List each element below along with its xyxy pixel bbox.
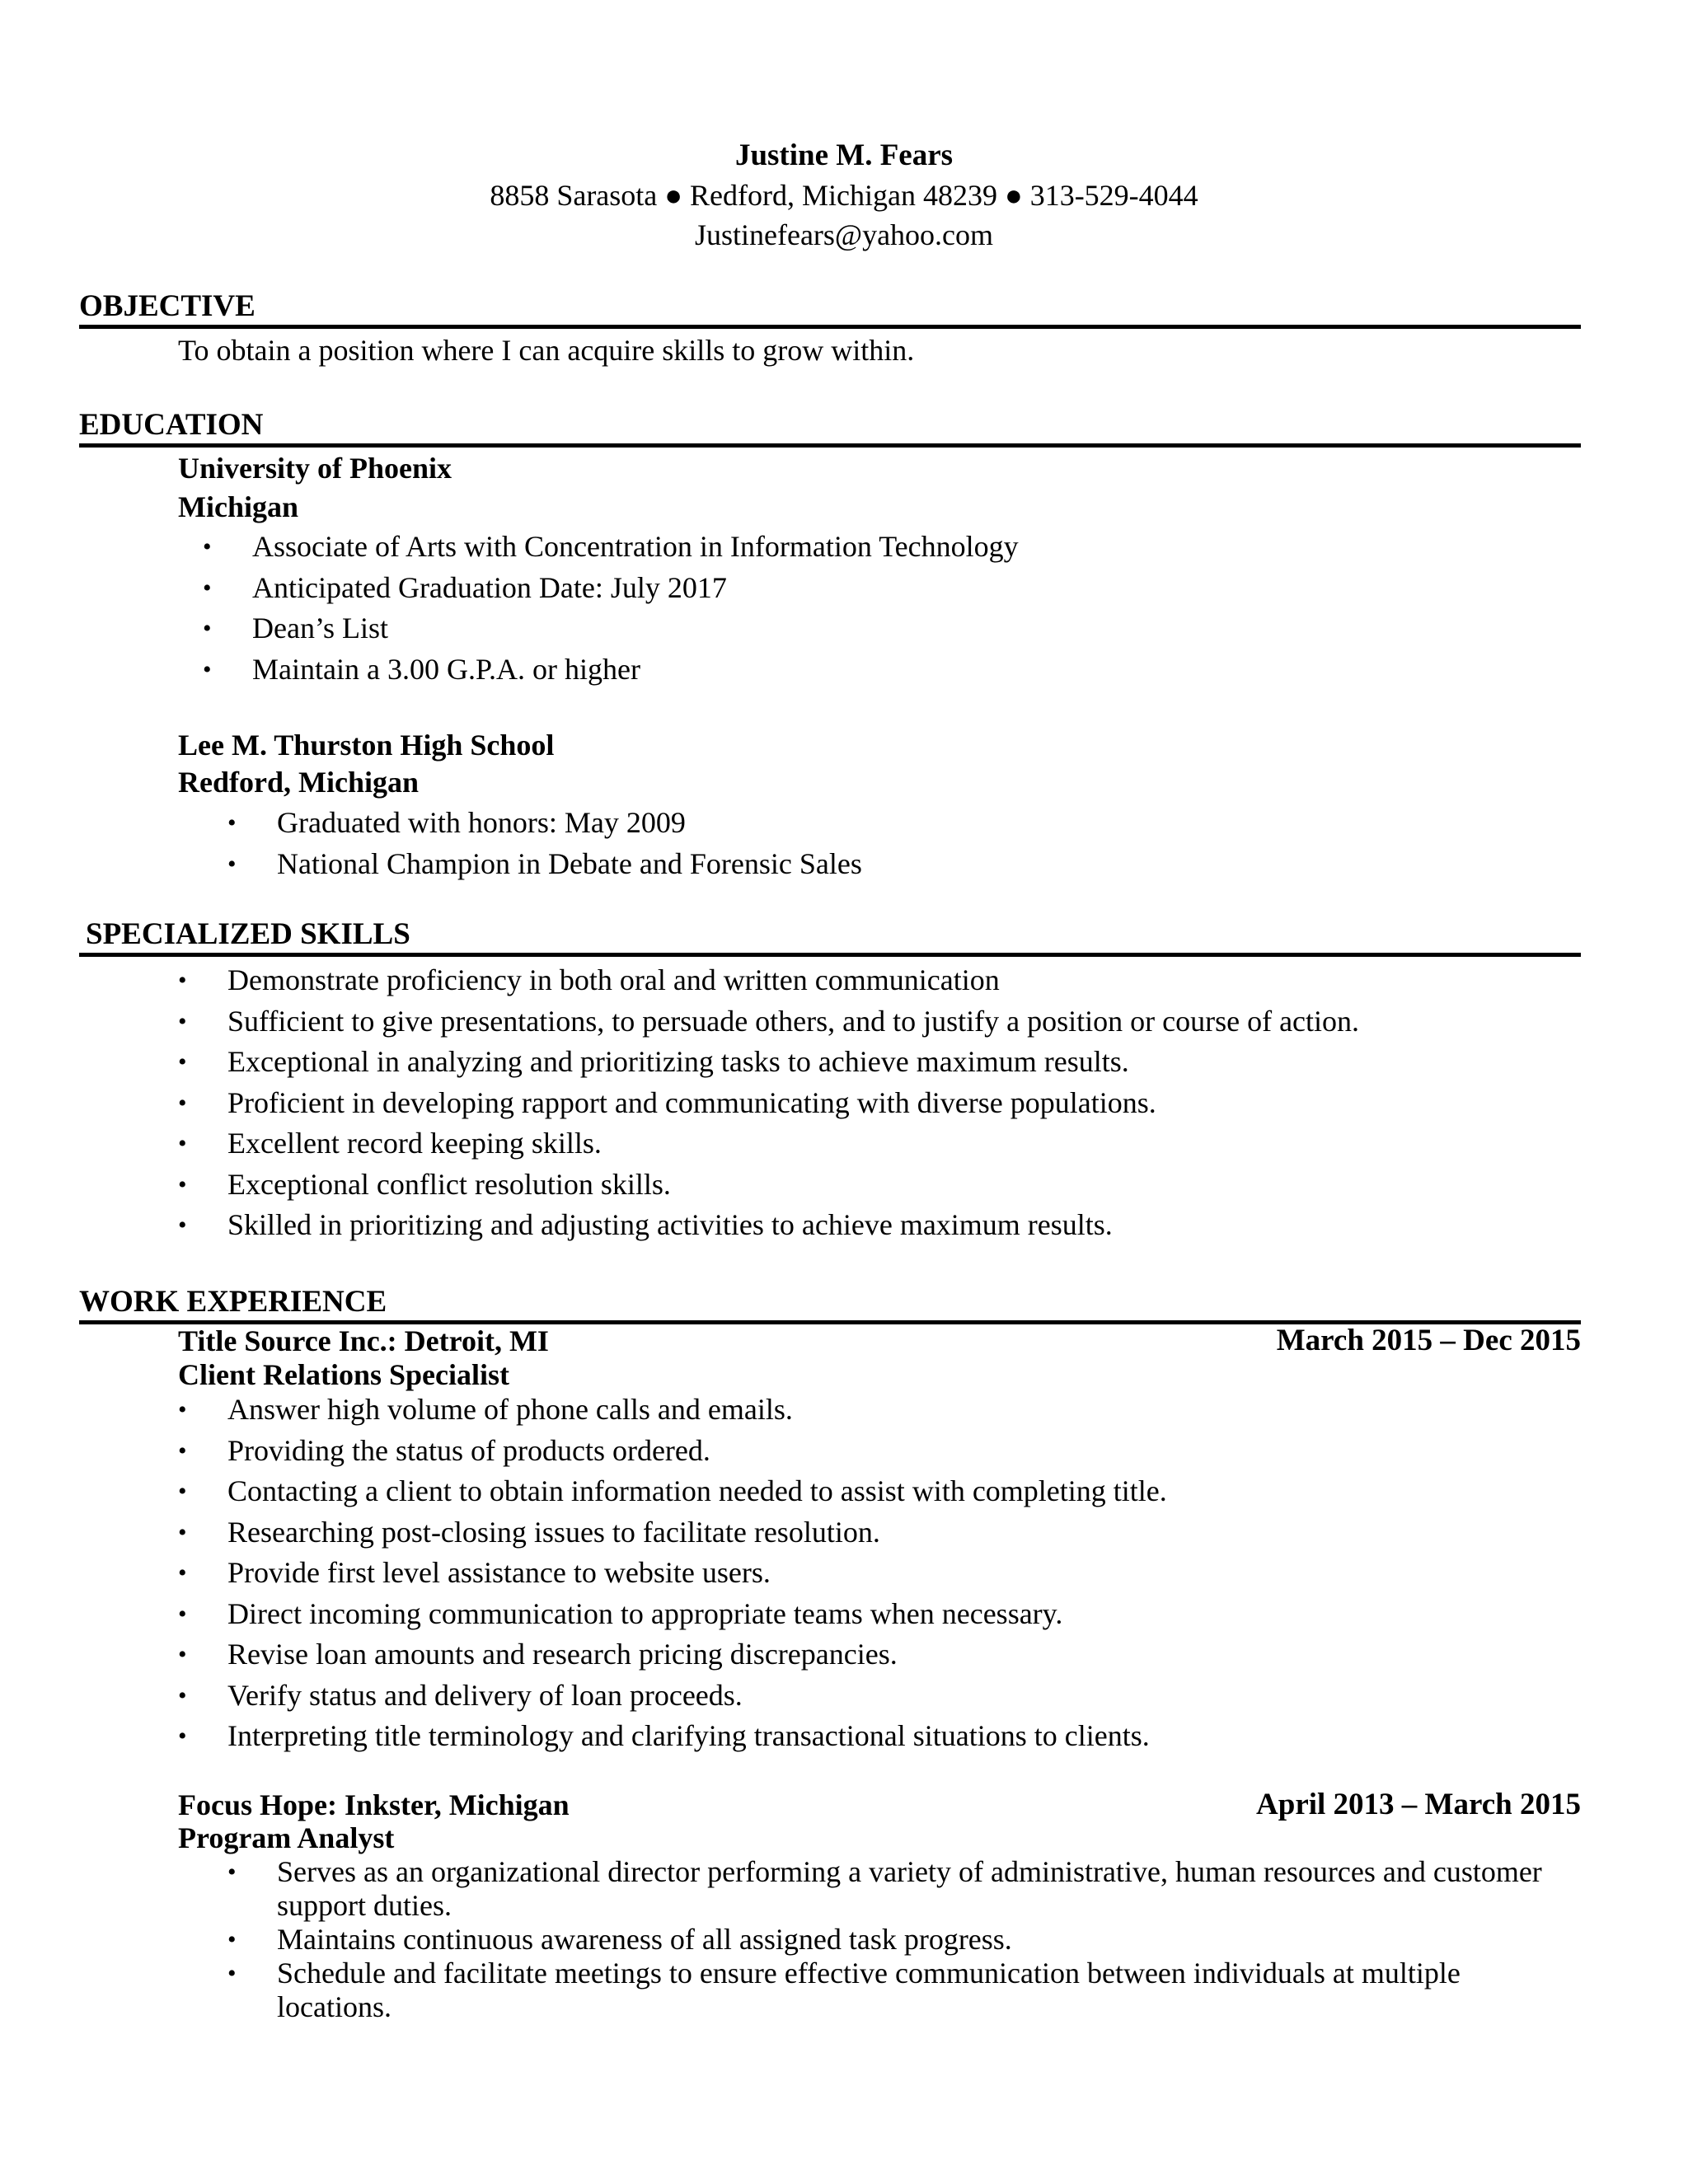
objective-text: To obtain a position where I can acquire skills to grow within.: [178, 334, 915, 367]
list-item: • Associate of Arts with Concentration in Information Technology: [203, 530, 1019, 563]
list-item: • Serves as an organizational director performing a variety of administrative, human resources and customer support duties.: [227, 1855, 1542, 1922]
list-item: • Schedule and facilitate meetings to ensure effective communication between individuals at multiple locations.: [227, 1957, 1461, 2023]
candidate-name: Justine M. Fears: [734, 138, 954, 172]
list-item: • Dean’s List: [203, 612, 388, 644]
list-item: • Researching post-closing issues to facilitate resolution.: [178, 1515, 880, 1549]
list-item: • Contacting a client to obtain information needed to assist with completing title.: [178, 1474, 1167, 1507]
job-employer: Title Source Inc.: Detroit, MI: [178, 1324, 549, 1357]
list-item: • Sufficient to give presentations, to persuade others, and to justify a position or course of action.: [178, 1004, 1360, 1038]
school-1-list: [203, 527, 1019, 690]
contact-line: 8858 Sarasota ● Redford, Michigan 48239 ● 313-529-4044: [490, 179, 1198, 212]
list-item: • Verify status and delivery of loan proceeds.: [178, 1678, 743, 1712]
objective-heading: OBJECTIVE: [79, 288, 1581, 329]
list-item: • Skilled in prioritizing and adjusting activities to achieve maximum results.: [178, 1208, 1113, 1241]
school-location: Redford, Michigan: [178, 766, 419, 799]
skills-list: [178, 960, 1359, 1246]
list-item: • Graduated with honors: May 2009: [227, 806, 686, 839]
school-name: Lee M. Thurston High School: [178, 729, 555, 762]
school-location: Michigan: [178, 490, 299, 523]
school-2-list: [227, 803, 862, 884]
job-employer: Focus Hope: Inkster, Michigan: [178, 1788, 570, 1821]
job-position: Program Analyst: [178, 1821, 395, 1854]
list-item: • Maintains continuous awareness of all assigned task progress.: [227, 1923, 1012, 1956]
skills-heading: SPECIALIZED SKILLS: [79, 916, 1581, 957]
list-item: • Anticipated Graduation Date: July 2017: [203, 570, 727, 604]
work-heading: WORK EXPERIENCE: [79, 1284, 1581, 1324]
list-item: • Exceptional in analyzing and prioritizing tasks to achieve maximum results.: [178, 1045, 1129, 1078]
list-item: • Revise loan amounts and research pricing discrepancies.: [178, 1638, 898, 1671]
job-position: Client Relations Specialist: [178, 1358, 509, 1391]
list-item: • Maintain a 3.00 G.P.A. or higher: [203, 652, 640, 686]
list-item: • National Champion in Debate and Forensic Sales: [227, 846, 862, 880]
email-line: Justinefears@yahoo.com: [694, 218, 994, 251]
list-item: • Answer high volume of phone calls and emails.: [178, 1393, 793, 1426]
list-item: • Provide first level assistance to website users.: [178, 1556, 771, 1589]
list-item: • Demonstrate proficiency in both oral and written communication: [178, 963, 1000, 996]
job-1-list: [178, 1390, 1167, 1757]
education-heading: EDUCATION: [79, 407, 1581, 448]
list-item: • Providing the status of products ordered.: [178, 1433, 710, 1467]
resume-header: [0, 136, 1688, 255]
list-item: • Excellent record keeping skills.: [178, 1127, 602, 1160]
list-item: • Interpreting title terminology and clarifying transactional situations to clients.: [178, 1719, 1150, 1752]
school-name: University of Phoenix: [178, 452, 452, 485]
list-item: • Direct incoming communication to appropriate teams when necessary.: [178, 1596, 1063, 1630]
job-dates: April 2013 – March 2015: [1256, 1788, 1581, 1821]
list-item: • Proficient in developing rapport and communicating with diverse populations.: [178, 1085, 1156, 1119]
list-item: • Exceptional conflict resolution skills.: [178, 1167, 671, 1201]
job-dates: March 2015 – Dec 2015: [1276, 1324, 1581, 1357]
job-2-list: [227, 1855, 1559, 2024]
